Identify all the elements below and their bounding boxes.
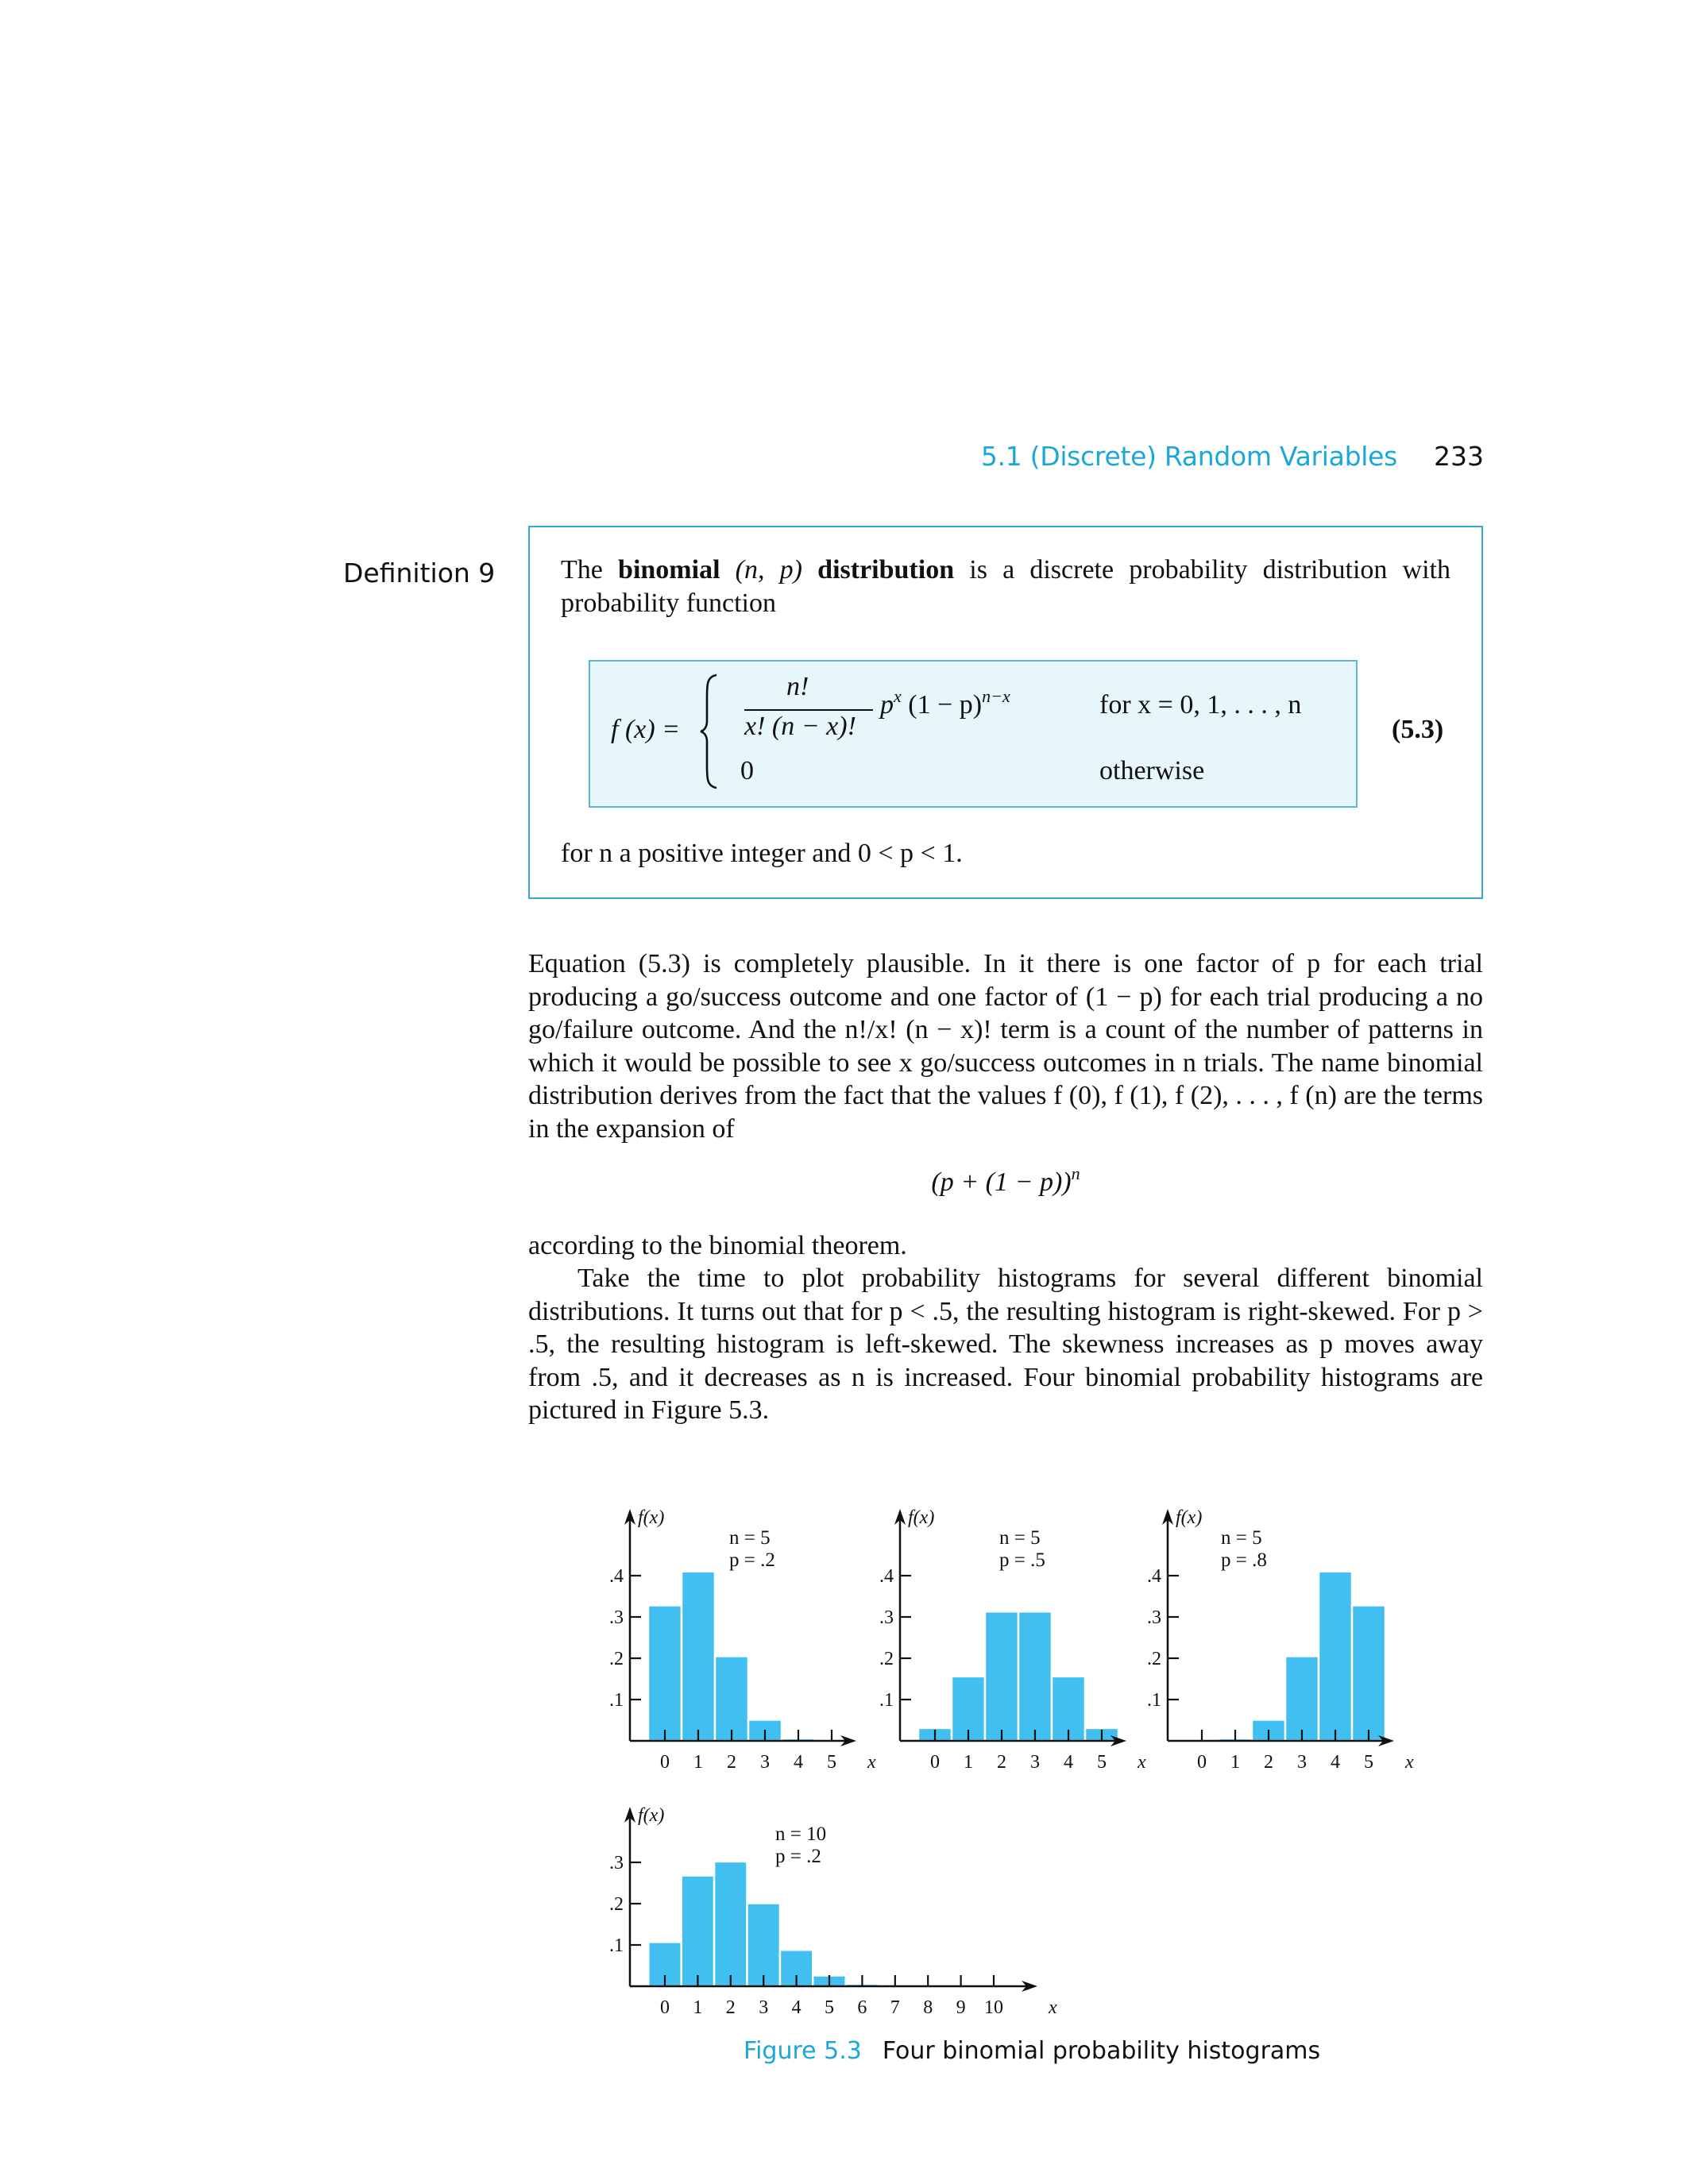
chart-4-xtick-label: 5 <box>825 1997 834 2018</box>
chart-4-xtick-label: 8 <box>923 1997 933 2018</box>
formula-case-2-value: 0 <box>740 756 754 785</box>
chart-3-bar-4 <box>1319 1572 1352 1741</box>
chart-2-bar-2 <box>985 1611 1018 1741</box>
chart-2-xtick-label: 3 <box>1030 1752 1040 1773</box>
formula-lhs: f (x) = <box>611 715 681 744</box>
chart-1-ytick-label: .1 <box>609 1690 624 1711</box>
chart-1-xtick-label: 5 <box>827 1752 836 1773</box>
chart-1-ytick-label: .4 <box>609 1566 624 1587</box>
chart-3-xtick-label: 2 <box>1264 1752 1273 1773</box>
def-term-params: (n, p) <box>720 555 818 585</box>
chart-2-annotation: p = .5 <box>999 1549 1045 1571</box>
def-intro-post: is a discrete probability distribution with probability function <box>561 555 1451 618</box>
chart-2-bar-3 <box>1018 1611 1052 1741</box>
chart-2-ytick-label: .2 <box>879 1649 894 1669</box>
chart-4-xtick-label: 6 <box>857 1997 867 2018</box>
chart-1-bar-1 <box>682 1572 715 1741</box>
chart-3-ytick-label: .1 <box>1147 1690 1161 1711</box>
chart-4-ytick-label: .2 <box>609 1894 624 1915</box>
chart-1-annotation: p = .2 <box>729 1549 775 1571</box>
chart-2-ytick-label: .3 <box>879 1607 894 1628</box>
chart-4-ytick-label: .1 <box>609 1935 624 1956</box>
chart-1-bar-2 <box>715 1656 748 1741</box>
chart-4-xtick-label: 3 <box>759 1997 769 2018</box>
paragraph-1: Equation (5.3) is completely plausible. In it there is one factor of p for each trial producing a go/success outcome and one factor of (1 − p) for each trial producing a no go/failure outcome. And the n!/x! (n − x)! term is a count of the number of patterns in which it would be possible to see x go/success outcomes in n trials. The name binomial distribution derives from the fact that the values f (0), f (1), f (2), . . . , f (n) are the terms in the expansion of <box>528 949 1483 1144</box>
power-exp-1: x <box>894 686 902 706</box>
chart-1-xtick-label: 2 <box>727 1752 736 1773</box>
chart-2-xtick-label: 2 <box>997 1752 1006 1773</box>
chart-3-xlabel: x <box>1405 1752 1414 1773</box>
def-intro-pre: The <box>561 555 619 585</box>
chart-2-ytick-label: .1 <box>879 1690 894 1711</box>
chart-1-xtick-label: 1 <box>693 1752 703 1773</box>
chart-2-annotation: n = 5 <box>999 1527 1041 1549</box>
chart-1-xtick-label: 4 <box>794 1752 803 1773</box>
chart-2-xtick-label: 0 <box>930 1752 940 1773</box>
chart-4-xlabel: x <box>1049 1997 1057 2018</box>
formula-denominator: x! (n − x)! <box>744 712 856 741</box>
chart-4-ytick-label: .3 <box>609 1853 624 1873</box>
power-base: p <box>880 690 894 720</box>
chart-4-xtick-label: 4 <box>791 1997 802 2018</box>
power-exp-2: n−x <box>982 686 1010 706</box>
def-term-binomial: binomial <box>618 555 720 585</box>
chart-3-ytick-label: .2 <box>1147 1649 1161 1669</box>
chart-4-xtick-label: 9 <box>956 1997 966 2018</box>
chart-4-bar-2 <box>714 1862 747 1986</box>
formula-condition-2: otherwise <box>1099 756 1205 785</box>
figure-caption-text: Four binomial probability histograms <box>882 2037 1321 2065</box>
chart-4-xtick-label: 7 <box>890 1997 900 2018</box>
chart-3-bar-3 <box>1285 1656 1319 1741</box>
chart-2-xlabel: x <box>1138 1752 1146 1773</box>
chart-2-xtick-label: 1 <box>964 1752 973 1773</box>
chart-1-bar-0 <box>648 1605 682 1741</box>
display-equation-exp: n <box>1071 1163 1080 1183</box>
page-number: 233 <box>1434 441 1484 472</box>
def-term-distribution: distribution <box>817 555 955 585</box>
chart-3-xtick-label: 0 <box>1197 1752 1207 1773</box>
chart-3-bar-5 <box>1352 1605 1385 1741</box>
chart-1-xlabel: x <box>867 1752 876 1773</box>
chart-3-xtick-label: 4 <box>1331 1752 1340 1773</box>
chart-4-annotation: p = .2 <box>775 1846 821 1867</box>
chart-2-ytick-label: .4 <box>879 1566 894 1587</box>
chart-3-xtick-label: 3 <box>1297 1752 1307 1773</box>
chart-4-bar-3 <box>747 1903 780 1986</box>
definition-tail: for n a positive integer and 0 < p < 1. <box>561 839 963 868</box>
chart-1-ytick-label: .3 <box>609 1607 624 1628</box>
display-equation-base: (p + (1 − p)) <box>931 1167 1072 1197</box>
chart-4-annotation: n = 10 <box>775 1823 827 1845</box>
formula-condition-1: for x = 0, 1, . . . , n <box>1099 690 1302 720</box>
chart-3-ylabel: f(x) <box>1176 1507 1203 1528</box>
power-mid: (1 − p) <box>908 690 983 720</box>
section-title: 5.1 (Discrete) Random Variables <box>980 441 1397 472</box>
definition-label: Definition 9 <box>343 558 496 588</box>
chart-3-annotation: n = 5 <box>1221 1527 1262 1549</box>
chart-3-ytick-label: .3 <box>1147 1607 1161 1628</box>
chart-1-xtick-label: 3 <box>760 1752 770 1773</box>
chart-3-xtick-label: 1 <box>1230 1752 1240 1773</box>
chart-1-ylabel: f(x) <box>638 1507 665 1528</box>
paragraph-3: Take the time to plot probability histograms for several different binomial distributions. It turns out that for p < .5, the resulting histogram is right-skewed. For p > .5, the resulting histogram is left-skewed. The skewness increases as p moves away from .5, and it decreases as n is increased. Four binomial probability histograms are pictured in Figure 5.3. <box>528 1264 1483 1425</box>
chart-4-xtick-label: 1 <box>693 1997 703 2018</box>
chart-4-xtick-label: 0 <box>660 1997 670 2018</box>
chart-4-ylabel: f(x) <box>638 1805 665 1826</box>
chart-3-ytick-label: .4 <box>1147 1566 1161 1587</box>
chart-4-xtick-label: 2 <box>725 1997 736 2018</box>
chart-1-ytick-label: .2 <box>609 1649 624 1669</box>
chart-1-xtick-label: 0 <box>660 1752 670 1773</box>
chart-1-annotation: n = 5 <box>729 1527 771 1549</box>
formula-numerator: n! <box>786 672 809 701</box>
chart-4-xtick-label: 10 <box>984 1997 1003 2018</box>
equation-number: (5.3) <box>1392 715 1444 744</box>
chart-2-ylabel: f(x) <box>908 1507 935 1528</box>
figure-caption <box>744 2037 1320 2065</box>
chart-3-xtick-label: 5 <box>1364 1752 1373 1773</box>
chart-2-xtick-label: 5 <box>1097 1752 1107 1773</box>
figure-label: Figure 5.3 <box>744 2037 862 2065</box>
chart-4-bar-1 <box>682 1876 714 1986</box>
chart-2-xtick-label: 4 <box>1064 1752 1073 1773</box>
chart-3-annotation: p = .8 <box>1221 1549 1267 1571</box>
paragraph-2: according to the binomial theorem. <box>528 1231 907 1260</box>
